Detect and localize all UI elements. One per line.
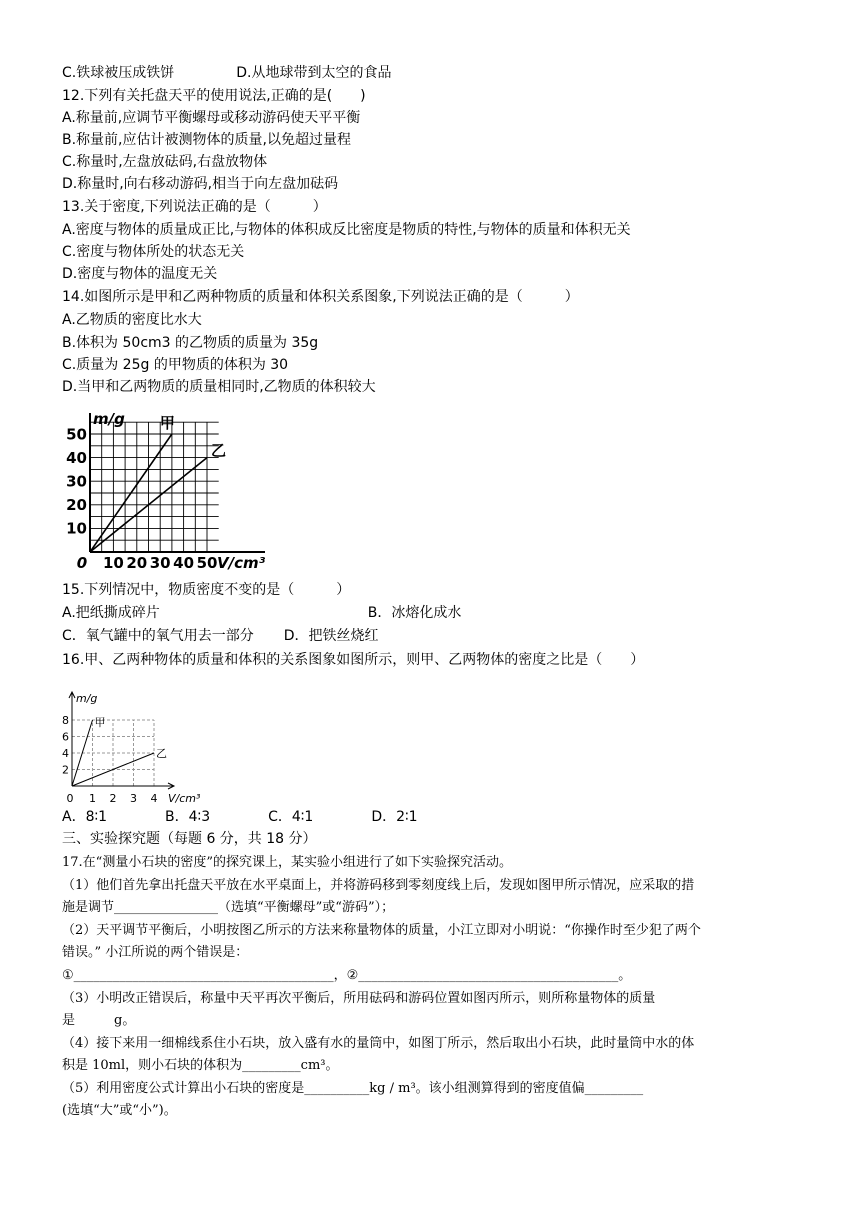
q17-part4-line2: 积是 10ml，则小石块的体积为_________cm³。 — [62, 1058, 339, 1073]
x-tick-label: 40 — [173, 554, 195, 572]
x-axis-label: V/cm³ — [168, 792, 201, 805]
q12-option-a: A.称量前,应调节平衡螺母或移动游码使天平平衡 — [62, 110, 361, 126]
y-tick-label: 2 — [62, 763, 69, 777]
q12-option-d: D.称量时,向右移动游码,相当于向左盘加砝码 — [62, 176, 339, 192]
q17-part2-line2: 错误。” 小江所说的两个错误是： — [62, 945, 249, 960]
q15-stem: 15.下列情况中，物质密度不变的是（ ） — [62, 582, 351, 598]
x-tick-label: 3 — [130, 792, 137, 805]
y-tick-label: 4 — [62, 746, 69, 760]
x-tick-label: 30 — [149, 554, 171, 572]
y-axis-label: m/g — [93, 410, 125, 428]
y-tick-label: 6 — [62, 730, 69, 744]
q15-option-c: C．氧气罐中的氧气用去一部分 — [62, 628, 254, 644]
q11-option-d: D.从地球带到太空的食品 — [236, 65, 392, 81]
q15-options-ab — [62, 603, 461, 623]
q11-options-cd — [62, 63, 391, 83]
q17-part1-line1: （1）他们首先拿出托盘天平放在水平桌面上，并将游码移到零刻度线上后，发现如图甲所示情况，应采取的措 — [62, 878, 695, 893]
y-tick-label: 40 — [66, 448, 87, 467]
q16-option-b: B．4∶3 — [165, 809, 211, 825]
series-label: 乙 — [156, 747, 167, 760]
q12-option-c: C.称量时,左盘放砝码,右盘放物体 — [62, 154, 268, 170]
q16-stem: 16.甲、乙两种物体的质量和体积的关系图象如图所示，则甲、乙两物体的密度之比是（ ） — [62, 652, 645, 668]
q17-part5-line1: （5）利用密度公式计算出小石块的密度是__________kg / m³。该小组测算得到的密度值偏_________ — [62, 1081, 644, 1096]
q11-option-c: C.铁球被压成铁饼 — [62, 65, 175, 81]
q16-option-c: C．4∶1 — [268, 809, 314, 825]
q14-option-d: D.当甲和乙两物质的质量相同时,乙物质的体积较大 — [62, 379, 376, 395]
series-label: 甲 — [94, 716, 106, 729]
y-tick-label: 10 — [66, 519, 87, 538]
x-tick-label: 1 — [89, 792, 96, 805]
x-tick-label: 4 — [150, 792, 158, 805]
section-3-heading: 三、实验探究题（每题 6 分，共 18 分） — [62, 831, 317, 847]
q15-option-b: B．冰熔化成水 — [367, 605, 462, 621]
y-tick-label: 20 — [66, 496, 87, 515]
y-tick-label: 30 — [66, 472, 87, 491]
q14-option-a: A.乙物质的密度比水大 — [62, 312, 202, 328]
q17-part2-blanks: ①________________________________________，②________________________________________。 — [62, 968, 632, 983]
x-axis-label: V/cm³ — [217, 554, 266, 572]
q12-option-b: B.称量前,应估计被测物体的质量,以免超过量程 — [62, 132, 351, 148]
y-tick-label: 8 — [62, 713, 69, 727]
q17-part5-line2: (选填“大”或“小”)。 — [62, 1103, 177, 1118]
q17-part1-line2: 施是调节________________（选填“平衡螺母”或“游码”）； — [62, 900, 395, 915]
y-tick-label: 50 — [66, 425, 87, 444]
q14-stem: 14.如图所示是甲和乙两种物质的质量和体积关系图象,下列说法正确的是（ ） — [62, 289, 579, 305]
q13-option-c: C.密度与物体所处的状态无关 — [62, 244, 245, 260]
x-tick-label: 0 — [76, 554, 88, 572]
q16-option-a: A．8∶1 — [62, 809, 108, 825]
q13-option-d: D.密度与物体的温度无关 — [62, 266, 218, 282]
y-axis-label: m/g — [76, 692, 98, 705]
x-tick-label: 50 — [196, 554, 218, 572]
q12-stem: 12.下列有关托盘天平的使用说法,正确的是( ) — [62, 88, 366, 104]
q13-stem: 13.关于密度,下列说法正确的是（ ） — [62, 199, 327, 215]
q17-stem: 17.在“测量小石块的密度”的探究课上，某实验小组进行了如下实验探究活动。 — [62, 855, 512, 870]
q17-part2-line1: （2）天平调节平衡后，小明按图乙所示的方法来称量物体的质量，小江立即对小明说：“你操作时至少犯了两个 — [62, 923, 701, 938]
q14-option-b: B.体积为 50cm3 的乙物质的质量为 35g — [62, 335, 319, 351]
mass-volume-chart-q14 — [60, 405, 280, 575]
q17-part3-line2: 是 g。 — [62, 1013, 136, 1028]
series-label: 甲 — [159, 414, 175, 432]
x-tick-label: 10 — [102, 554, 124, 572]
q17-part4-line1: （4）接下来用一细棉线系住小石块，放入盛有水的量筒中，如图丁所示，然后取出小石块，此时量筒中水的体 — [62, 1036, 695, 1051]
mass-volume-chart-q16 — [56, 688, 216, 808]
q15-option-a: A.把纸撕成碎片 — [62, 605, 160, 621]
q17-part3-line1: （3）小明改正错误后，称量中天平再次平衡后，所用砝码和游码位置如图丙所示，则所称量物体的质量 — [62, 991, 656, 1006]
q15-options-cd — [62, 626, 379, 646]
q14-option-c: C.质量为 25g 的甲物质的体积为 30 — [62, 357, 289, 373]
x-tick-label: 0 — [66, 792, 74, 805]
q15-option-d: D．把铁丝烧红 — [283, 628, 379, 644]
series-label: 乙 — [211, 441, 227, 460]
q16-options — [62, 807, 418, 827]
q13-option-a: A.密度与物体的质量成正比,与物体的体积成反比密度是物质的特性,与物体的质量和体积无关 — [62, 222, 631, 238]
x-tick-label: 2 — [109, 792, 117, 805]
x-tick-label: 20 — [126, 554, 148, 572]
q16-option-d: D．2∶1 — [371, 809, 418, 825]
